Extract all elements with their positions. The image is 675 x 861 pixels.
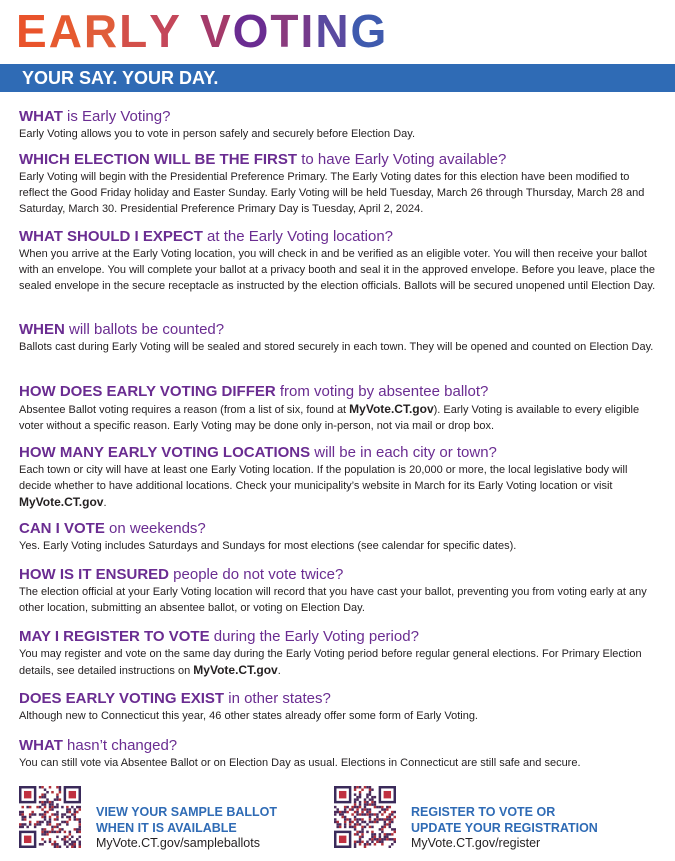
faq-answer-text: When you arrive at the Early Voting location, you will check in and be verified as an eligible voter. You will then receive your ballot with an envelope. You will complete your ballot at a privacy booth and seal it in the approved envelope. Before you leave, place the sealed envelope in the secure receptacle as instructed by the election officials. Ballots will be secured unopened until Election Day. <box>19 248 656 292</box>
tagline: YOUR SAY. YOUR DAY. <box>22 68 219 88</box>
faq-question-emphasis: HOW DOES EARLY VOTING DIFFER <box>19 383 276 400</box>
faq-item <box>19 444 659 511</box>
faq-question-emphasis: WHAT <box>19 108 63 125</box>
faq-question-rest: will be in each city or town? <box>310 444 497 461</box>
faq-answer <box>19 402 659 435</box>
faq-answer <box>19 170 659 217</box>
myvote-link[interactable]: MyVote.CT.gov <box>349 402 434 416</box>
faq-question <box>19 108 659 126</box>
title-letter: A <box>48 5 84 57</box>
faq-answer-text: The election official at your Early Voting location will record that you have cast your ballot, preventing you from voting early at any other location, submitting an absentee ballot, or voting on Election Day. <box>19 586 647 614</box>
faq-item <box>19 108 659 143</box>
faq-question-rest: to have Early Voting available? <box>297 151 507 168</box>
faq-answer <box>19 463 659 511</box>
faq-answer-text: You may register and vote on the same day during the Early Voting period before regular general elections. For Primary Election details, see detailed instructions on <box>19 648 642 677</box>
title-letter: I <box>300 5 316 57</box>
faq-item <box>19 566 659 617</box>
faq-question <box>19 151 659 169</box>
sample-ballot-line2: WHEN IT IS AVAILABLE <box>96 820 237 835</box>
register-cta <box>411 805 598 852</box>
faq-question <box>19 566 659 584</box>
sample-ballot-line1: VIEW YOUR SAMPLE BALLOT <box>96 805 278 819</box>
title-letter: L <box>119 5 150 57</box>
myvote-link[interactable]: MyVote.CT.gov <box>19 494 104 509</box>
faq-question <box>19 737 659 755</box>
faq-answer <box>19 247 659 294</box>
title-letter: O <box>232 5 271 57</box>
faq-answer-text: Ballots cast during Early Voting will be sealed and stored securely in each town. They will be opened and counted on Election Day. <box>19 341 654 353</box>
sample-ballot-cta <box>96 805 277 852</box>
title-letter: E <box>16 5 49 57</box>
faq-question-emphasis: WHAT SHOULD I EXPECT <box>19 228 203 245</box>
faq-question-rest: from voting by absentee ballot? <box>275 383 489 400</box>
faq-answer-text: Early Voting allows you to vote in person safely and securely before Election Day. <box>19 128 416 140</box>
faq-item <box>19 520 659 555</box>
register-link[interactable]: MyVote.CT.gov/register <box>411 836 541 850</box>
faq-question-rest: during the Early Voting period? <box>209 628 419 645</box>
faq-question-emphasis: WHAT <box>19 737 63 754</box>
faq-answer-text: Early Voting will begin with the Presidential Preference Primary. The Early Voting dates for this election have been modified to reflect the Good Friday holiday and Easter Sunday. Early Voting will be held Tuesday, March 26 through Thursday, March 28 and Saturday, March 30. Presidential Preference Primary Day is Tuesday, April 2, 2024. <box>19 171 645 215</box>
title-letter: R <box>83 5 120 57</box>
faq-answer-text: Absentee Ballot voting requires a reason (from a list of six, found at <box>19 404 350 416</box>
faq-item <box>19 228 659 294</box>
faq-question <box>19 383 659 401</box>
faq-question-emphasis: HOW IS IT ENSURED <box>19 566 170 583</box>
title-letter: Y <box>149 5 182 57</box>
faq-item <box>19 383 659 435</box>
qr-code-sample-ballot[interactable] <box>19 786 81 848</box>
faq-item <box>19 690 659 725</box>
faq-item <box>19 151 659 217</box>
tagline-banner <box>0 64 675 92</box>
faq-question <box>19 690 659 708</box>
qr-code-register[interactable] <box>334 786 396 848</box>
faq-question <box>19 520 659 538</box>
faq-answer <box>19 585 659 617</box>
faq-answer-text: You can still vote via Absentee Ballot or on Election Day as usual. Elections in Connecticut are still safe and secure. <box>19 757 581 769</box>
faq-question-emphasis: WHICH ELECTION WILL BE THE FIRST <box>19 151 298 168</box>
faq-answer <box>19 756 659 772</box>
faq-question-emphasis: WHEN <box>19 321 65 338</box>
faq-item <box>19 321 659 356</box>
faq-answer-text: . <box>103 496 107 509</box>
faq-question <box>19 321 659 339</box>
faq-question-emphasis: HOW MANY EARLY VOTING LOCATIONS <box>19 444 311 461</box>
faq-answer <box>19 340 659 356</box>
faq-question-rest: on weekends? <box>104 520 206 537</box>
title-letter: N <box>315 5 351 57</box>
page-title <box>16 6 388 56</box>
faq-item <box>19 737 659 772</box>
faq-question <box>19 228 659 246</box>
sample-ballot-link[interactable]: MyVote.CT.gov/sampleballots <box>96 836 260 850</box>
faq-question-emphasis: MAY I REGISTER TO VOTE <box>19 628 210 645</box>
faq-question-emphasis: CAN I VOTE <box>19 520 105 537</box>
faq-question <box>19 628 659 646</box>
faq-answer-text: Although new to Connecticut this year, 46 other states already offer some form of Early Voting. <box>19 710 478 722</box>
faq-question-rest: will ballots be counted? <box>64 321 225 338</box>
faq-answer <box>19 127 659 143</box>
faq-answer-text: Yes. Early Voting includes Saturdays and Sundays for most elections (see calendar for specific dates). <box>19 540 517 552</box>
register-line2: UPDATE YOUR REGISTRATION <box>411 820 598 835</box>
faq-question-rest: at the Early Voting location? <box>202 228 394 245</box>
faq-answer <box>19 709 659 725</box>
faq-answer <box>19 539 659 555</box>
faq-answer-text: ). Early Voting is available to every eligible voter without a specific reason. Early Voting may be done only in-person, not via mail or drop box. <box>19 404 640 432</box>
faq-answer-text: . <box>277 664 281 677</box>
faq-answer <box>19 647 659 680</box>
faq-question <box>19 444 659 462</box>
title-letter: G <box>350 5 389 57</box>
faq-question-rest: people do not vote twice? <box>169 566 344 583</box>
faq-question-rest: hasn’t changed? <box>62 737 178 754</box>
faq-question-rest: in other states? <box>224 690 331 707</box>
faq-question-rest: is Early Voting? <box>62 108 171 125</box>
faq-answer-text: Each town or city will have at least one Early Voting location. If the population is 20,000 or more, the local legislative body will decide whether to have additional locations. Check your municipality’s website in March for its Early Voting location or visit <box>19 464 628 492</box>
title-letter: V <box>199 5 233 57</box>
faq-question-emphasis: DOES EARLY VOTING EXIST <box>19 690 225 707</box>
title-letter: T <box>270 5 301 57</box>
register-line1: REGISTER TO VOTE OR <box>411 805 556 819</box>
faq-item <box>19 628 659 680</box>
myvote-link[interactable]: MyVote.CT.gov <box>193 662 278 677</box>
